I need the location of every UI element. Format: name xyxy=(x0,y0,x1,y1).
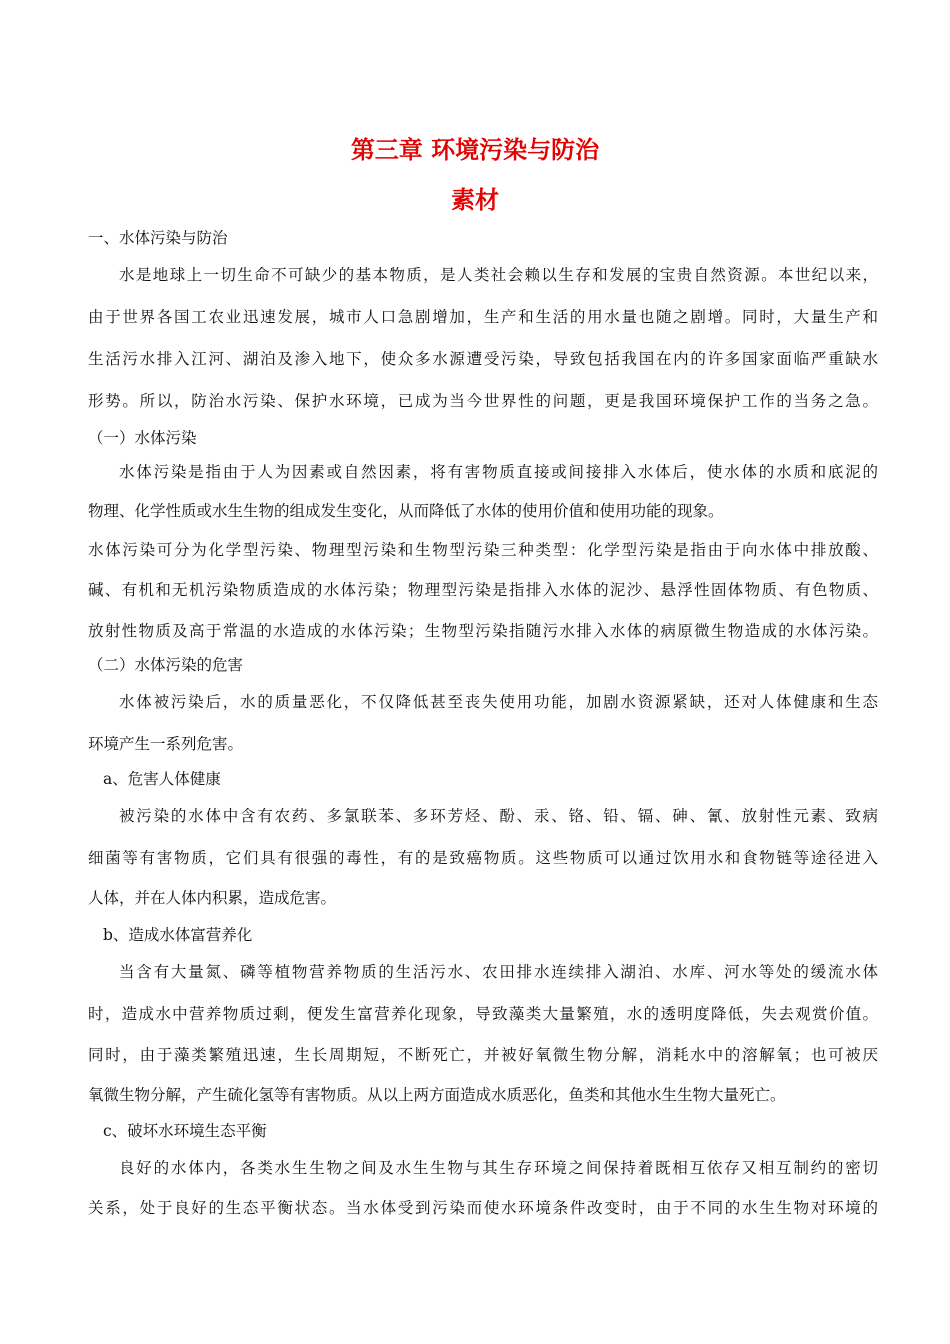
paragraph-line: 水体被污染后，水的质量恶化，不仅降低甚至丧失使用功能，加剧水资源紧缺，还对人体健康和生态 xyxy=(119,693,878,711)
paragraph-line: 形势。所以，防治水污染、保护水环境，已成为当今世界性的问题，更是我国环境保护工作的当务之急。 xyxy=(88,392,878,410)
document-subtitle: 素材 xyxy=(451,186,499,214)
paragraph-line: 良好的水体内，各类水生生物之间及水生生物与其生存环境之间保持着既相互依存又相互制约的密切 xyxy=(119,1159,878,1177)
list-heading: a、危害人体健康 xyxy=(103,770,221,788)
paragraph-line: 水是地球上一切生命不可缺少的基本物质，是人类社会赖以生存和发展的宝贵自然资源。本世纪以来， xyxy=(119,266,878,284)
paragraph-line: 环境产生一系列危害。 xyxy=(88,735,244,753)
paragraph-line: 生活污水排入江河、湖泊及渗入地下，使众多水源遭受污染，导致包括我国在内的许多国家面临严重缺水 xyxy=(88,350,878,368)
paragraph-line: 当含有大量氮、磷等植物营养物质的生活污水、农田排水连续排入湖泊、水库、河水等处的缓流水体 xyxy=(119,963,878,981)
list-heading: b、造成水体富营养化 xyxy=(103,926,253,944)
section-heading-water-pollution: 一、水体污染与防治 xyxy=(88,229,228,247)
paragraph-line: 关系，处于良好的生态平衡状态。当水体受到污染而使水环境条件改变时，由于不同的水生生物对环境的 xyxy=(88,1199,878,1217)
paragraph-line: 时，造成水中营养物质过剩，便发生富营养化现象，导致藻类大量繁殖，水的透明度降低，失去观赏价值。 xyxy=(88,1005,878,1023)
paragraph-line: 物理、化学性质或水生生物的组成发生变化，从而降低了水体的使用价值和使用功能的现象。 xyxy=(88,502,724,520)
paragraph-line: 细菌等有害物质，它们具有很强的毒性，有的是致癌物质。这些物质可以通过饮用水和食物链等途径进入 xyxy=(88,849,878,867)
paragraph-line: 氧微生物分解，产生硫化氢等有害物质。从以上两方面造成水质恶化，鱼类和其他水生生物大量死亡。 xyxy=(88,1086,786,1104)
paragraph-line: 被污染的水体中含有农药、多氯联苯、多环芳烃、酚、汞、铬、铅、镉、砷、氰、放射性元素、致病 xyxy=(119,807,878,825)
subsection-heading: （一）水体污染 xyxy=(88,429,197,447)
paragraph-line: 水体污染是指由于人为因素或自然因素，将有害物质直接或间接排入水体后，使水体的水质和底泥的 xyxy=(119,463,878,481)
paragraph-line: 水体污染可分为化学型污染、物理型污染和生物型污染三种类型：化学型污染是指由于向水体中排放酸、 xyxy=(88,541,878,559)
document-title: 第三章 环境污染与防治 xyxy=(350,136,600,164)
list-heading: c、破坏水环境生态平衡 xyxy=(103,1122,267,1140)
subsection-heading: （二）水体污染的危害 xyxy=(88,656,244,674)
paragraph-line: 放射性物质及高于常温的水造成的水体污染；生物型污染指随污水排入水体的病原微生物造成的水体污染。 xyxy=(88,622,878,640)
paragraph-line: 人体，并在人体内积累，造成危害。 xyxy=(88,889,337,907)
paragraph-line: 由于世界各国工农业迅速发展，城市人口急剧增加，生产和生活的用水量也随之剧增。同时，大量生产和 xyxy=(88,308,878,326)
paragraph-line: 同时，由于藻类繁殖迅速，生长周期短，不断死亡，并被好氧微生物分解，消耗水中的溶解氧；也可被厌 xyxy=(88,1046,878,1064)
paragraph-line: 碱、有机和无机污染物质造成的水体污染；物理型污染是指排入水体的泥沙、悬浮性固体物质、有色物质、 xyxy=(88,581,878,599)
